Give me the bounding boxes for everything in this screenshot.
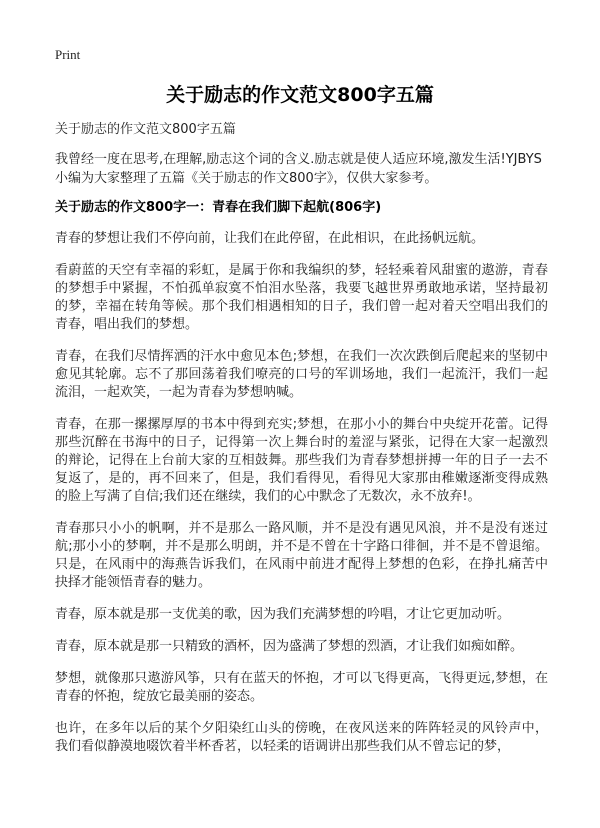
paragraph: 青春那只小小的帆啊，并不是那么一路风顺，并不是没有遇见风浪，并不是没有迷过航;那小小的梦啊，并不是那么明朗，并不是不曾在十字路口徘徊，并不是不曾退缩。只是，在风雨中的海燕告诉我们，在风雨中前进才配得上梦想的色彩，在挣扎痛苦中抉择才能领悟青春的魅力。 [55,521,548,590]
paragraph: 青春，在那一摞摞厚厚的书本中得到充实;梦想，在那小小的舞台中央绽开花蕾。记得那些沉醉在书海中的日子，记得第一次上舞台时的羞涩与紧张，记得在大家一起激烈的辩论，记得在上台前大家的互相鼓舞。那些我们为青春梦想拼搏一年的日子一去不复返了，是的，再不回来了，但是，我们看得见，看得见大家那由稚嫩逐渐变得成熟的脸上写满了自信;我们还在继续，我们的心中默念了无数次，永不放弃!。 [55,417,548,504]
paragraph: 看蔚蓝的天空有幸福的彩虹，是属于你和我编织的梦，轻轻乘着风甜蜜的遨游，青春的梦想手中紧握，不怕孤单寂寞不怕泪水坠落，我要飞越世界勇敢地承诺，坚持最初的梦，幸福在转角等候。那个我们相遇相知的日子，我们曾一起对着天空唱出我们的青春，唱出我们的梦想。 [55,263,548,332]
page-title: 关于励志的作文范文800字五篇 [166,84,434,106]
paragraph: 青春，原本就是那一只精致的酒杯，因为盛满了梦想的烈酒，才让我们如痴如醉。 [55,639,524,654]
paragraph: 青春，原本就是那一支优美的歌，因为我们充满梦想的吟唱，才让它更加动听。 [55,607,511,622]
print-link[interactable]: Print [55,47,81,62]
paragraph: 也许，在多年以后的某个夕阳染红山头的傍晚，在夜风送来的阵阵轻灵的风铃声中，我们看似静漠地啜饮着半杯香茗，以轻柔的语调讲出那些我们从不曾忘记的梦， [55,721,548,754]
article-body [55,120,548,770]
article-intro: 我曾经一度在思考,在理解,励志这个词的含义.励志就是使人适应环境,激发生活!YJBYS小编为大家整理了五篇《关于励志的作文800字》，仅供大家参考。 [55,152,542,186]
paragraph: 青春，在我们尽情挥洒的汗水中愈见本色;梦想，在我们一次次跌倒后爬起来的坚韧中愈见其轮廓。忘不了那回荡着我们嘹亮的口号的军训场地，我们一起流汗，我们一起流泪，一起欢笑，一起为青春为梦想呐喊。 [55,349,548,400]
paragraph: 青春的梦想让我们不停向前，让我们在此停留，在此相识，在此扬帆远航。 [55,231,485,246]
article-subtitle: 关于励志的作文范文800字五篇 [55,122,236,137]
paragraph: 梦想，就像那只遨游风筝，只有在蓝天的怀抱，才可以飞得更高，飞得更远,梦想，在青春的怀抱，绽放它最美丽的姿态。 [55,671,548,704]
section-heading: 关于励志的作文800字一：青春在我们脚下起航(806字) [55,200,382,215]
